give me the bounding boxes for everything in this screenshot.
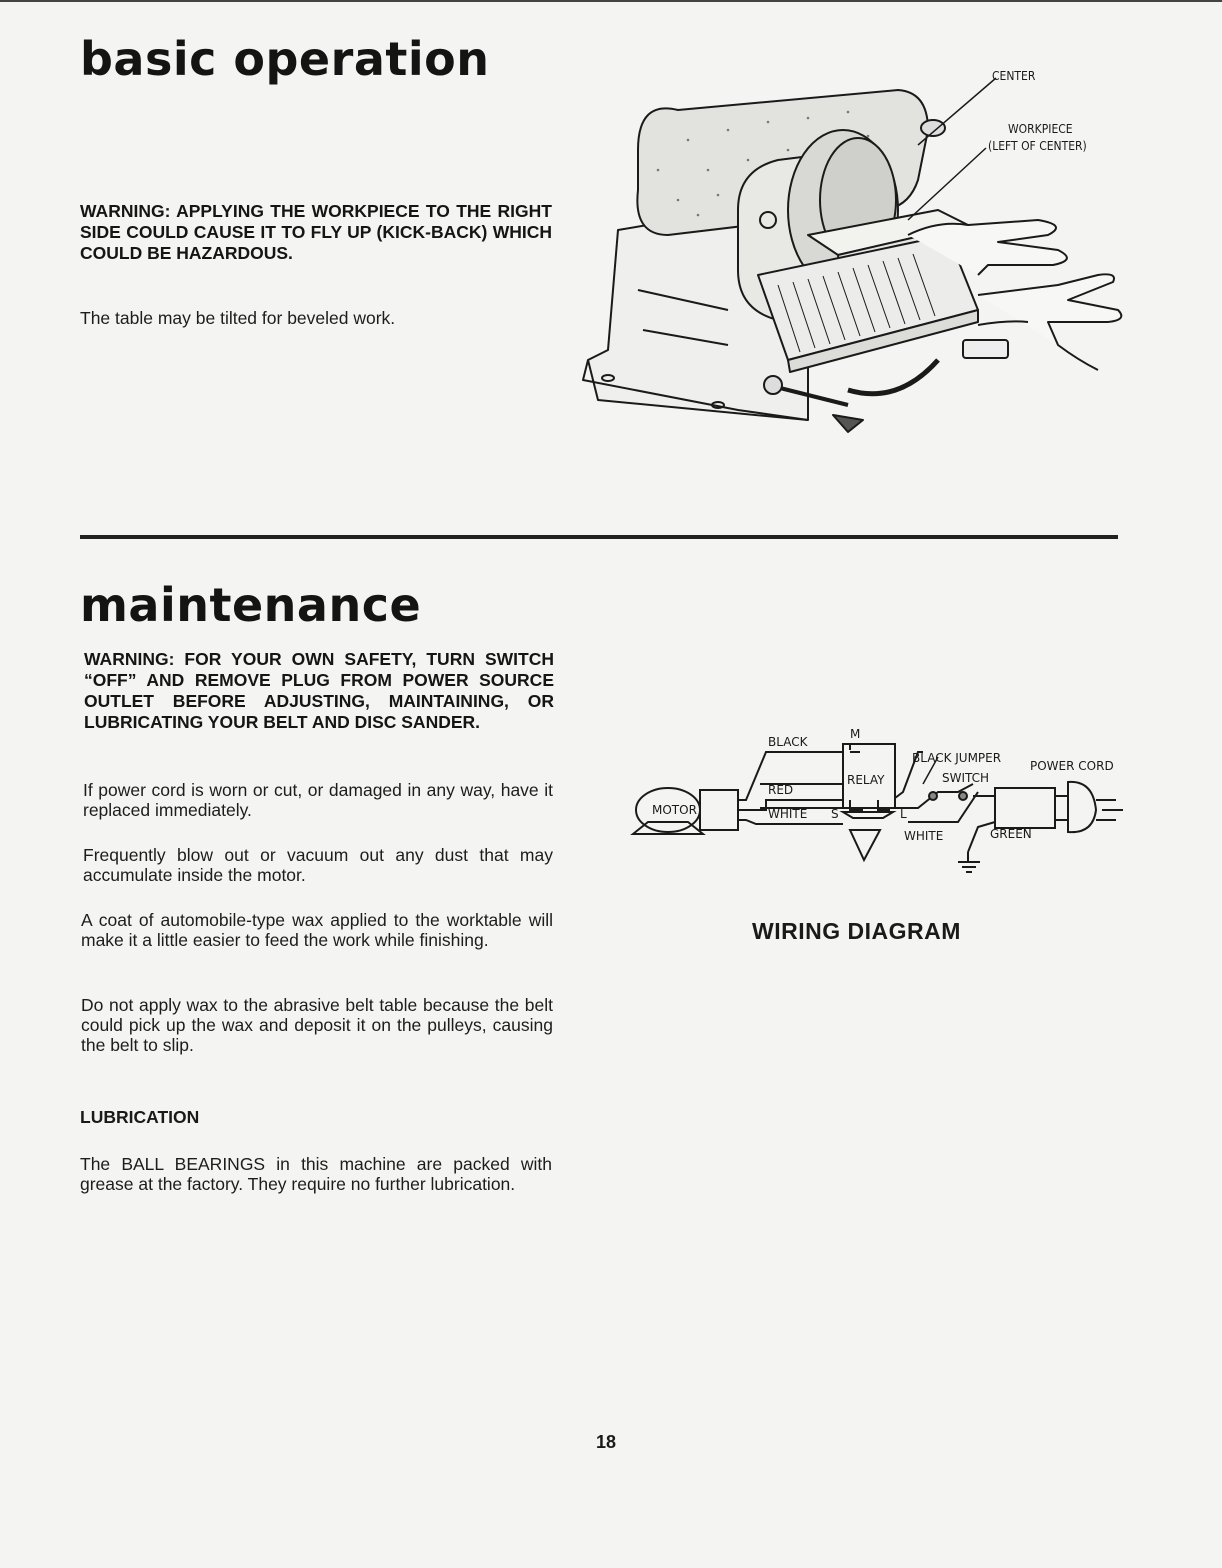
wire-label-s: S [831, 807, 839, 821]
wire-label-m: M [850, 727, 861, 741]
section-heading-maintenance: maintenance [80, 578, 422, 632]
callout-center: CENTER [992, 69, 1036, 83]
tilt-note: The table may be tilted for beveled work. [80, 308, 396, 328]
wire-label-l: L [900, 807, 907, 821]
lubrication-text: The BALL BEARINGS in this machine are packed with grease at the factory. They require no further lubrication. [80, 1154, 552, 1194]
center-leader-line [918, 78, 996, 145]
wire-label-white-right: WHITE [904, 829, 944, 843]
wire-label-switch: SWITCH [942, 771, 990, 785]
wire-label-black-jumper: BLACK JUMPER [912, 751, 1002, 765]
wiring-diagram-caption: WIRING DIAGRAM [752, 918, 961, 944]
power-cord-box [995, 788, 1055, 828]
wire-label-black: BLACK [768, 735, 808, 749]
plug-symbol [1068, 782, 1096, 832]
top-border-rule [0, 0, 1222, 2]
callout-left-of-center: (LEFT OF CENTER) [988, 139, 1087, 153]
maintenance-paragraph: A coat of automobile-type wax applied to the worktable will make it a little easier to feed the work while finishing. [81, 910, 553, 950]
maintenance-paragraph: Frequently blow out or vacuum out any dust that may accumulate inside the motor. [83, 845, 553, 885]
maintenance-paragraph: Do not apply wax to the abrasive belt table because the belt could pick up the wax and deposit it on the pulleys, causing the belt to slip. [81, 995, 553, 1055]
lubrication-heading: LUBRICATION [80, 1107, 200, 1127]
wiring-diagram [628, 722, 1128, 892]
wire-label-motor: MOTOR [652, 803, 697, 817]
kickback-warning: WARNING: APPLYING THE WORKPIECE TO THE RIGHT SIDE COULD CAUSE IT TO FLY UP (KICK-BACK) WHICH COULD BE HAZARDOUS. [80, 201, 552, 263]
wire-label-power-cord: POWER CORD [1030, 759, 1114, 773]
relay-label: RELAY [847, 773, 885, 787]
wire-label-green: GREEN [990, 827, 1032, 841]
sander-illustration [578, 60, 1138, 450]
page-number: 18 [596, 1432, 617, 1452]
section-divider [80, 535, 1118, 539]
maintenance-paragraph: If power cord is worn or cut, or damaged in any way, have it replaced immediately. [83, 780, 553, 820]
wire-label-red: RED [768, 783, 794, 797]
wire-label-white: WHITE [768, 807, 808, 821]
safety-warning: WARNING: FOR YOUR OWN SAFETY, TURN SWITCH “OFF” AND REMOVE PLUG FROM POWER SOURCE OUTLET BEFORE ADJUSTING, MAINTAINING, OR LUBRICATING YOUR BELT AND DISC SANDER. [84, 649, 554, 732]
section-heading-basic-operation: basic operation [80, 32, 490, 86]
callout-workpiece: WORKPIECE [1008, 122, 1073, 136]
